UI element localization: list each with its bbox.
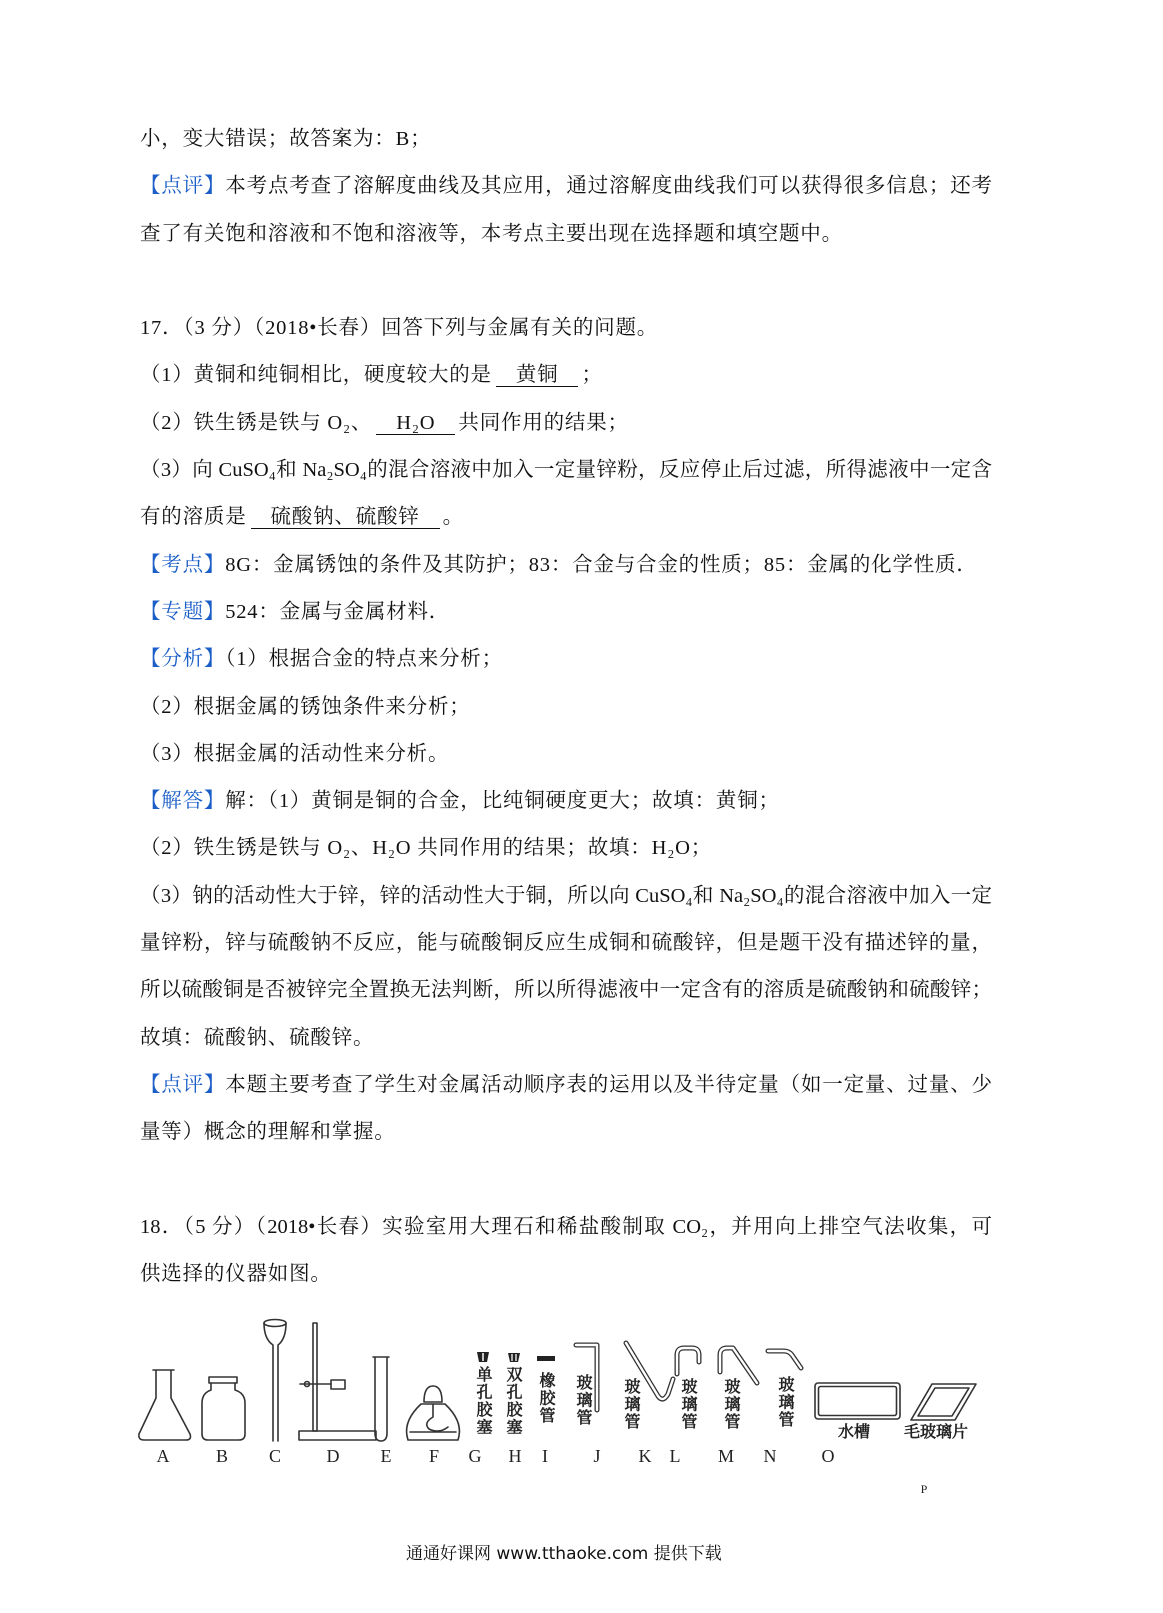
dianping-text-1: 本题主要考查了学生对金属活动顺序表的运用以及半待定量（如一定量、过量、少 bbox=[225, 1073, 993, 1096]
q17-part-3-line-1-text: （3）向 CuSO₄和 Na₂SO₄的混合溶液中加入一定量锌粉，反应停止后过滤，所得滤液中一定含 bbox=[140, 459, 992, 482]
fenxi-text-2: （2）根据金属的锈蚀条件来分析； bbox=[140, 695, 471, 718]
jieda-tag: 【解答】 bbox=[140, 790, 226, 813]
jieda-text-3: （3）钠的活动性大于锌，锌的活动性大于铜，所以向 CuSO₄和 Na₂SO₄的混合溶液中加入一定 bbox=[140, 884, 992, 907]
letter-g: G bbox=[468, 1446, 482, 1466]
label-rubber-tube: 橡胶管 bbox=[537, 1372, 556, 1425]
label-glass-tube-m: 玻璃管 bbox=[722, 1378, 741, 1431]
q17-stem-text: 17．（3 分）（2018•长春）回答下列与金属有关的问题。 bbox=[140, 317, 659, 340]
q17-part-1 bbox=[140, 352, 992, 399]
conical-flask-icon bbox=[139, 1370, 191, 1440]
jieda-line-4 bbox=[140, 920, 992, 967]
blank-line bbox=[140, 1157, 992, 1204]
page-footer: 通通好课网 www.tthaoke.com 提供下载 bbox=[406, 1544, 722, 1564]
kaodian-tag: 【考点】 bbox=[140, 553, 226, 576]
q17-part-2 bbox=[140, 400, 992, 447]
label-single-hole-stopper: 单孔胶塞 bbox=[474, 1366, 493, 1436]
prev-comment-line-1 bbox=[140, 163, 992, 210]
q17-part-2-prefix: （2）铁生锈是铁与 O₂、 bbox=[140, 411, 373, 434]
text-block bbox=[140, 116, 992, 1298]
q17-part-3-answer: 硫酸钠、硫酸锌 bbox=[251, 506, 440, 529]
kaodian-text: 8G：金属锈蚀的条件及其防护；83：合金与合金的性质；85：金属的化学性质． bbox=[225, 553, 978, 576]
letter-b: B bbox=[215, 1446, 228, 1466]
q18-stem-line-1 bbox=[140, 1204, 992, 1251]
letter-a: A bbox=[156, 1446, 170, 1466]
jieda-text-2: （2）铁生锈是铁与 O₂、H₂O 共同作用的结果；故填：H₂O； bbox=[140, 837, 713, 860]
letter-p: P bbox=[920, 1482, 928, 1496]
fenxi-line-1 bbox=[140, 636, 992, 683]
letter-n: N bbox=[763, 1446, 777, 1466]
q17-part-1-suffix: ； bbox=[581, 364, 603, 387]
q17-part-2-suffix: 共同作用的结果； bbox=[458, 411, 629, 434]
letter-h: H bbox=[508, 1446, 522, 1466]
letter-k: K bbox=[638, 1446, 652, 1466]
jieda-line-2 bbox=[140, 825, 992, 872]
fenxi-line-2 bbox=[140, 684, 992, 731]
fenxi-tag: 【分析】 bbox=[140, 648, 226, 671]
label-water-trough: 水槽 bbox=[838, 1422, 871, 1441]
zhuanti-line bbox=[140, 589, 992, 636]
fenxi-text-3: （3）根据金属的活动性来分析。 bbox=[140, 742, 450, 765]
label-glass-tube-l: 玻璃管 bbox=[679, 1378, 698, 1431]
q17-stem bbox=[140, 305, 992, 352]
jieda-text-6: 故填：硫酸钠、硫酸锌。 bbox=[140, 1026, 375, 1049]
prev-comment-text-2: 查了有关饱和溶液和不饱和溶液等，本考点主要出现在选择题和填空题中。 bbox=[140, 222, 843, 245]
jieda-line-6 bbox=[140, 1015, 992, 1062]
alcohol-lamp-icon bbox=[407, 1386, 460, 1440]
kaodian-line bbox=[140, 542, 992, 589]
q17-part-3-line-1 bbox=[140, 447, 992, 494]
q18-stem-text-1: 18．（5 分）（2018•长春）实验室用大理石和稀盐酸制取 CO₂，并用向上排空气法收集，可 bbox=[140, 1215, 992, 1238]
label-double-hole-stopper: 双孔胶塞 bbox=[504, 1366, 523, 1436]
q17-part-3-line-2 bbox=[140, 494, 992, 541]
q17-part-2-answer: H₂O bbox=[376, 412, 455, 435]
glass-plate-icon bbox=[911, 1384, 976, 1420]
label-glass-tube-k: 玻璃管 bbox=[622, 1378, 641, 1431]
glass-tube-l-icon bbox=[677, 1348, 699, 1374]
jieda-line-3 bbox=[140, 873, 992, 920]
double-hole-stopper-icon bbox=[508, 1353, 520, 1362]
letter-e: E bbox=[380, 1446, 392, 1466]
q17-part-3-suffix: 。 bbox=[442, 506, 464, 529]
prev-answer-line bbox=[140, 116, 992, 163]
jieda-line-1 bbox=[140, 778, 992, 825]
prev-comment-text-1: 本考点考查了溶解度曲线及其应用，通过溶解度曲线我们可以获得很多信息；还考 bbox=[225, 175, 993, 198]
dianping-text-2: 量等）概念的理解和掌握。 bbox=[140, 1121, 396, 1144]
single-hole-stopper-icon bbox=[477, 1352, 489, 1362]
q18-stem-line-2 bbox=[140, 1251, 992, 1298]
prev-answer-text: 小，变大错误；故答案为：B； bbox=[140, 128, 432, 150]
label-glass-tube-n: 玻璃管 bbox=[776, 1376, 795, 1429]
fenxi-line-3 bbox=[140, 731, 992, 778]
iron-stand-icon bbox=[299, 1323, 376, 1440]
letter-i: I bbox=[542, 1446, 548, 1466]
jieda-text-5: 所以硫酸铜是否被锌完全置换无法判断，所以所得滤液中一定含有的溶质是硫酸钠和硫酸锌； bbox=[140, 979, 992, 1002]
q18-stem-text-2: 供选择的仪器如图。 bbox=[140, 1263, 332, 1286]
letter-o: O bbox=[821, 1446, 835, 1466]
long-neck-funnel-icon bbox=[264, 1320, 286, 1442]
glass-tube-n-icon bbox=[768, 1351, 801, 1368]
label-glass-plate: 毛玻璃片 bbox=[904, 1422, 969, 1441]
rubber-tube-icon bbox=[537, 1356, 555, 1361]
prev-comment-line-2 bbox=[140, 211, 992, 258]
jieda-text-1: 解：（1）黄铜是铜的合金，比纯铜硬度更大；故填：黄铜； bbox=[225, 790, 780, 813]
gas-bottle-icon bbox=[202, 1377, 245, 1440]
comment-tag: 【点评】 bbox=[140, 175, 226, 198]
label-glass-tube-j: 玻璃管 bbox=[574, 1374, 593, 1427]
q17-part-3-prefix: 有的溶质是 bbox=[140, 506, 247, 529]
letter-c: C bbox=[268, 1446, 281, 1466]
jieda-text-4: 量锌粉，锌与硫酸钠不反应，能与硫酸铜反应生成铜和硫酸锌，但是题干没有描述锌的量， bbox=[140, 932, 992, 955]
dianping-line-2 bbox=[140, 1109, 992, 1156]
fenxi-text-1: （1）根据合金的特点来分析； bbox=[225, 648, 503, 671]
zhuanti-text: 524：金属与金属材料． bbox=[225, 600, 451, 623]
blank-line bbox=[140, 258, 992, 305]
dianping-tag: 【点评】 bbox=[140, 1073, 226, 1096]
zhuanti-tag: 【专题】 bbox=[140, 600, 226, 623]
letter-m: M bbox=[717, 1446, 734, 1466]
q17-part-1-prefix: （1）黄铜和纯铜相比，硬度较大的是 bbox=[140, 364, 492, 387]
dianping-line-1 bbox=[140, 1062, 992, 1109]
letter-d: D bbox=[326, 1446, 340, 1466]
letter-f: F bbox=[428, 1446, 439, 1466]
letter-l: L bbox=[669, 1446, 681, 1466]
water-trough-icon bbox=[815, 1383, 900, 1419]
jieda-line-5 bbox=[140, 967, 992, 1014]
letter-j: J bbox=[593, 1446, 601, 1466]
q17-part-1-answer: 黄铜 bbox=[496, 364, 579, 387]
test-tube-icon bbox=[373, 1357, 389, 1441]
